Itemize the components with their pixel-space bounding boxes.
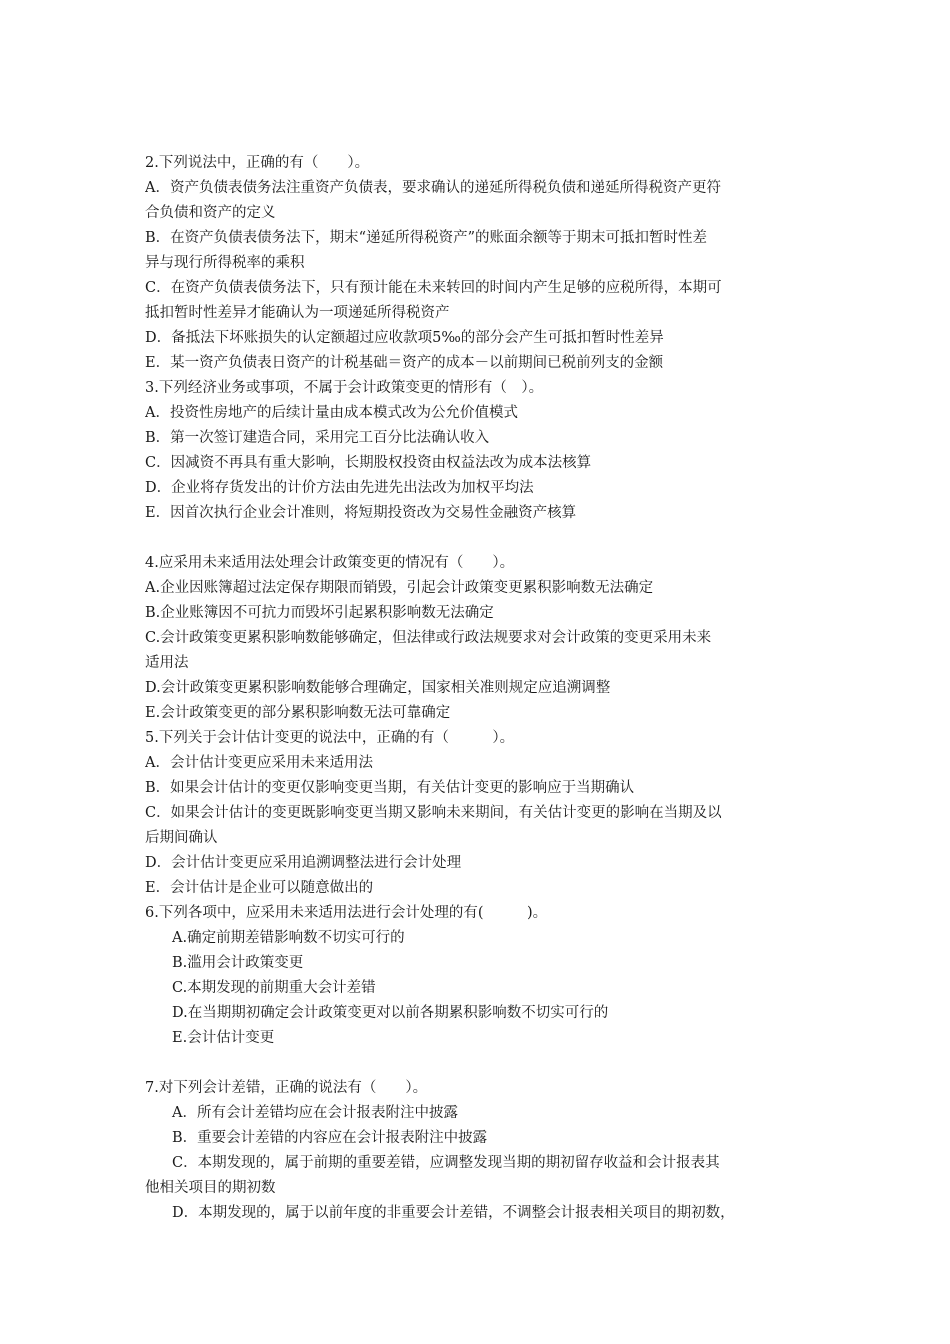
question-4-stem: 4.应采用未来适用法处理会计政策变更的情况有（ ）。: [145, 555, 515, 571]
question-5-stem: 5.下列关于会计估计变更的说法中，正确的有（ ）。: [145, 730, 515, 746]
question-4-option-b: B.企业账簿因不可抗力而毁坏引起累积影响数无法确定: [145, 605, 494, 621]
question-2-option-b-cont: 异与现行所得税率的乘积: [145, 255, 305, 271]
question-5-option-a: A．会计估计变更应采用未来适用法: [145, 755, 373, 771]
question-4-option-c-cont: 适用法: [145, 655, 189, 671]
question-7-option-d: D．本期发现的，属于以前年度的非重要会计差错，不调整会计报表相关项目的期初数，: [172, 1205, 735, 1221]
question-7-option-a: A．所有会计差错均应在会计报表附注中披露: [172, 1105, 458, 1121]
question-7-option-c-cont: 他相关项目的期初数: [145, 1180, 276, 1196]
question-4-option-d: D.会计政策变更累积影响数能够合理确定，国家相关准则规定应追溯调整: [145, 680, 611, 696]
question-6-option-c: C.本期发现的前期重大会计差错: [172, 980, 376, 996]
question-5-option-c-cont: 后期间确认: [145, 830, 218, 846]
question-3-option-d: D．企业将存货发出的计价方法由先进先出法改为加权平均法: [145, 480, 534, 496]
question-4-option-a: A.企业因账簿超过法定保存期限而销毁，引起会计政策变更累积影响数无法确定: [145, 580, 654, 596]
question-3-option-a: A．投资性房地产的后续计量由成本模式改为公允价值模式: [145, 405, 518, 421]
question-6-option-e: E.会计估计变更: [172, 1030, 275, 1046]
question-4-option-c: C.会计政策变更累积影响数能够确定，但法律或行政法规要求对会计政策的变更采用未来: [145, 630, 712, 646]
question-2-option-b: B．在资产负债表债务法下，期末“递延所得税资产”的账面余额等于期末可抵扣暂时性差: [145, 230, 707, 246]
document-body: [145, 151, 813, 1226]
question-5-option-c: C．如果会计估计的变更既影响变更当期又影响未来期间，有关估计变更的影响在当期及以: [145, 805, 722, 821]
question-7-option-b: B．重要会计差错的内容应在会计报表附注中披露: [172, 1130, 488, 1146]
question-7-option-c: C．本期发现的，属于前期的重要差错，应调整发现当期的期初留存收益和会计报表其: [172, 1155, 720, 1171]
question-3-stem: 3.下列经济业务或事项，不属于会计政策变更的情形有（ ）。: [145, 380, 544, 396]
question-6-option-d: D.在当期期初确定会计政策变更对以前各期累积影响数不切实可行的: [172, 1005, 609, 1021]
question-6-option-b: B.滥用会计政策变更: [172, 955, 304, 971]
question-6-stem: 6.下列各项中，应采用未来适用法进行会计处理的有( )。: [145, 905, 548, 921]
question-3-option-e: E．因首次执行企业会计准则，将短期投资改为交易性金融资产核算: [145, 505, 577, 521]
question-2-stem: 2.下列说法中，正确的有（ ）。: [145, 155, 370, 171]
question-2-option-c-cont: 抵扣暂时性差异才能确认为一项递延所得税资产: [145, 305, 450, 321]
question-2-option-a: A．资产负债表债务法注重资产负债表，要求确认的递延所得税负债和递延所得税资产更符: [145, 180, 721, 196]
question-3-option-b: B．第一次签订建造合同，采用完工百分比法确认收入: [145, 430, 490, 446]
question-7-stem: 7.对下列会计差错，正确的说法有（ ）。: [145, 1080, 428, 1096]
blank-line: [145, 526, 813, 551]
question-2-option-e: E．某一资产负债表日资产的计税基础＝资产的成本－以前期间已税前列支的金额: [145, 355, 664, 371]
question-2-option-a-cont: 合负债和资产的定义: [145, 205, 276, 221]
question-3-option-c: C．因减资不再具有重大影响，长期股权投资由权益法改为成本法核算: [145, 455, 592, 471]
question-5-option-e: E．会计估计是企业可以随意做出的: [145, 880, 374, 896]
question-6-option-a: A.确定前期差错影响数不切实可行的: [172, 930, 405, 946]
question-5-option-d: D．会计估计变更应采用追溯调整法进行会计处理: [145, 855, 462, 871]
question-4-option-e: E.会计政策变更的部分累积影响数无法可靠确定: [145, 705, 451, 721]
blank-line: [145, 1051, 813, 1076]
question-2-option-c: C．在资产负债表债务法下，只有预计能在未来转回的时间内产生足够的应税所得，本期可: [145, 280, 722, 296]
question-2-option-d: D．备抵法下坏账损失的认定额超过应收款项5‰的部分会产生可抵扣暂时性差异: [145, 330, 664, 346]
question-5-option-b: B．如果会计估计的变更仅影响变更当期，有关估计变更的影响应于当期确认: [145, 780, 635, 796]
